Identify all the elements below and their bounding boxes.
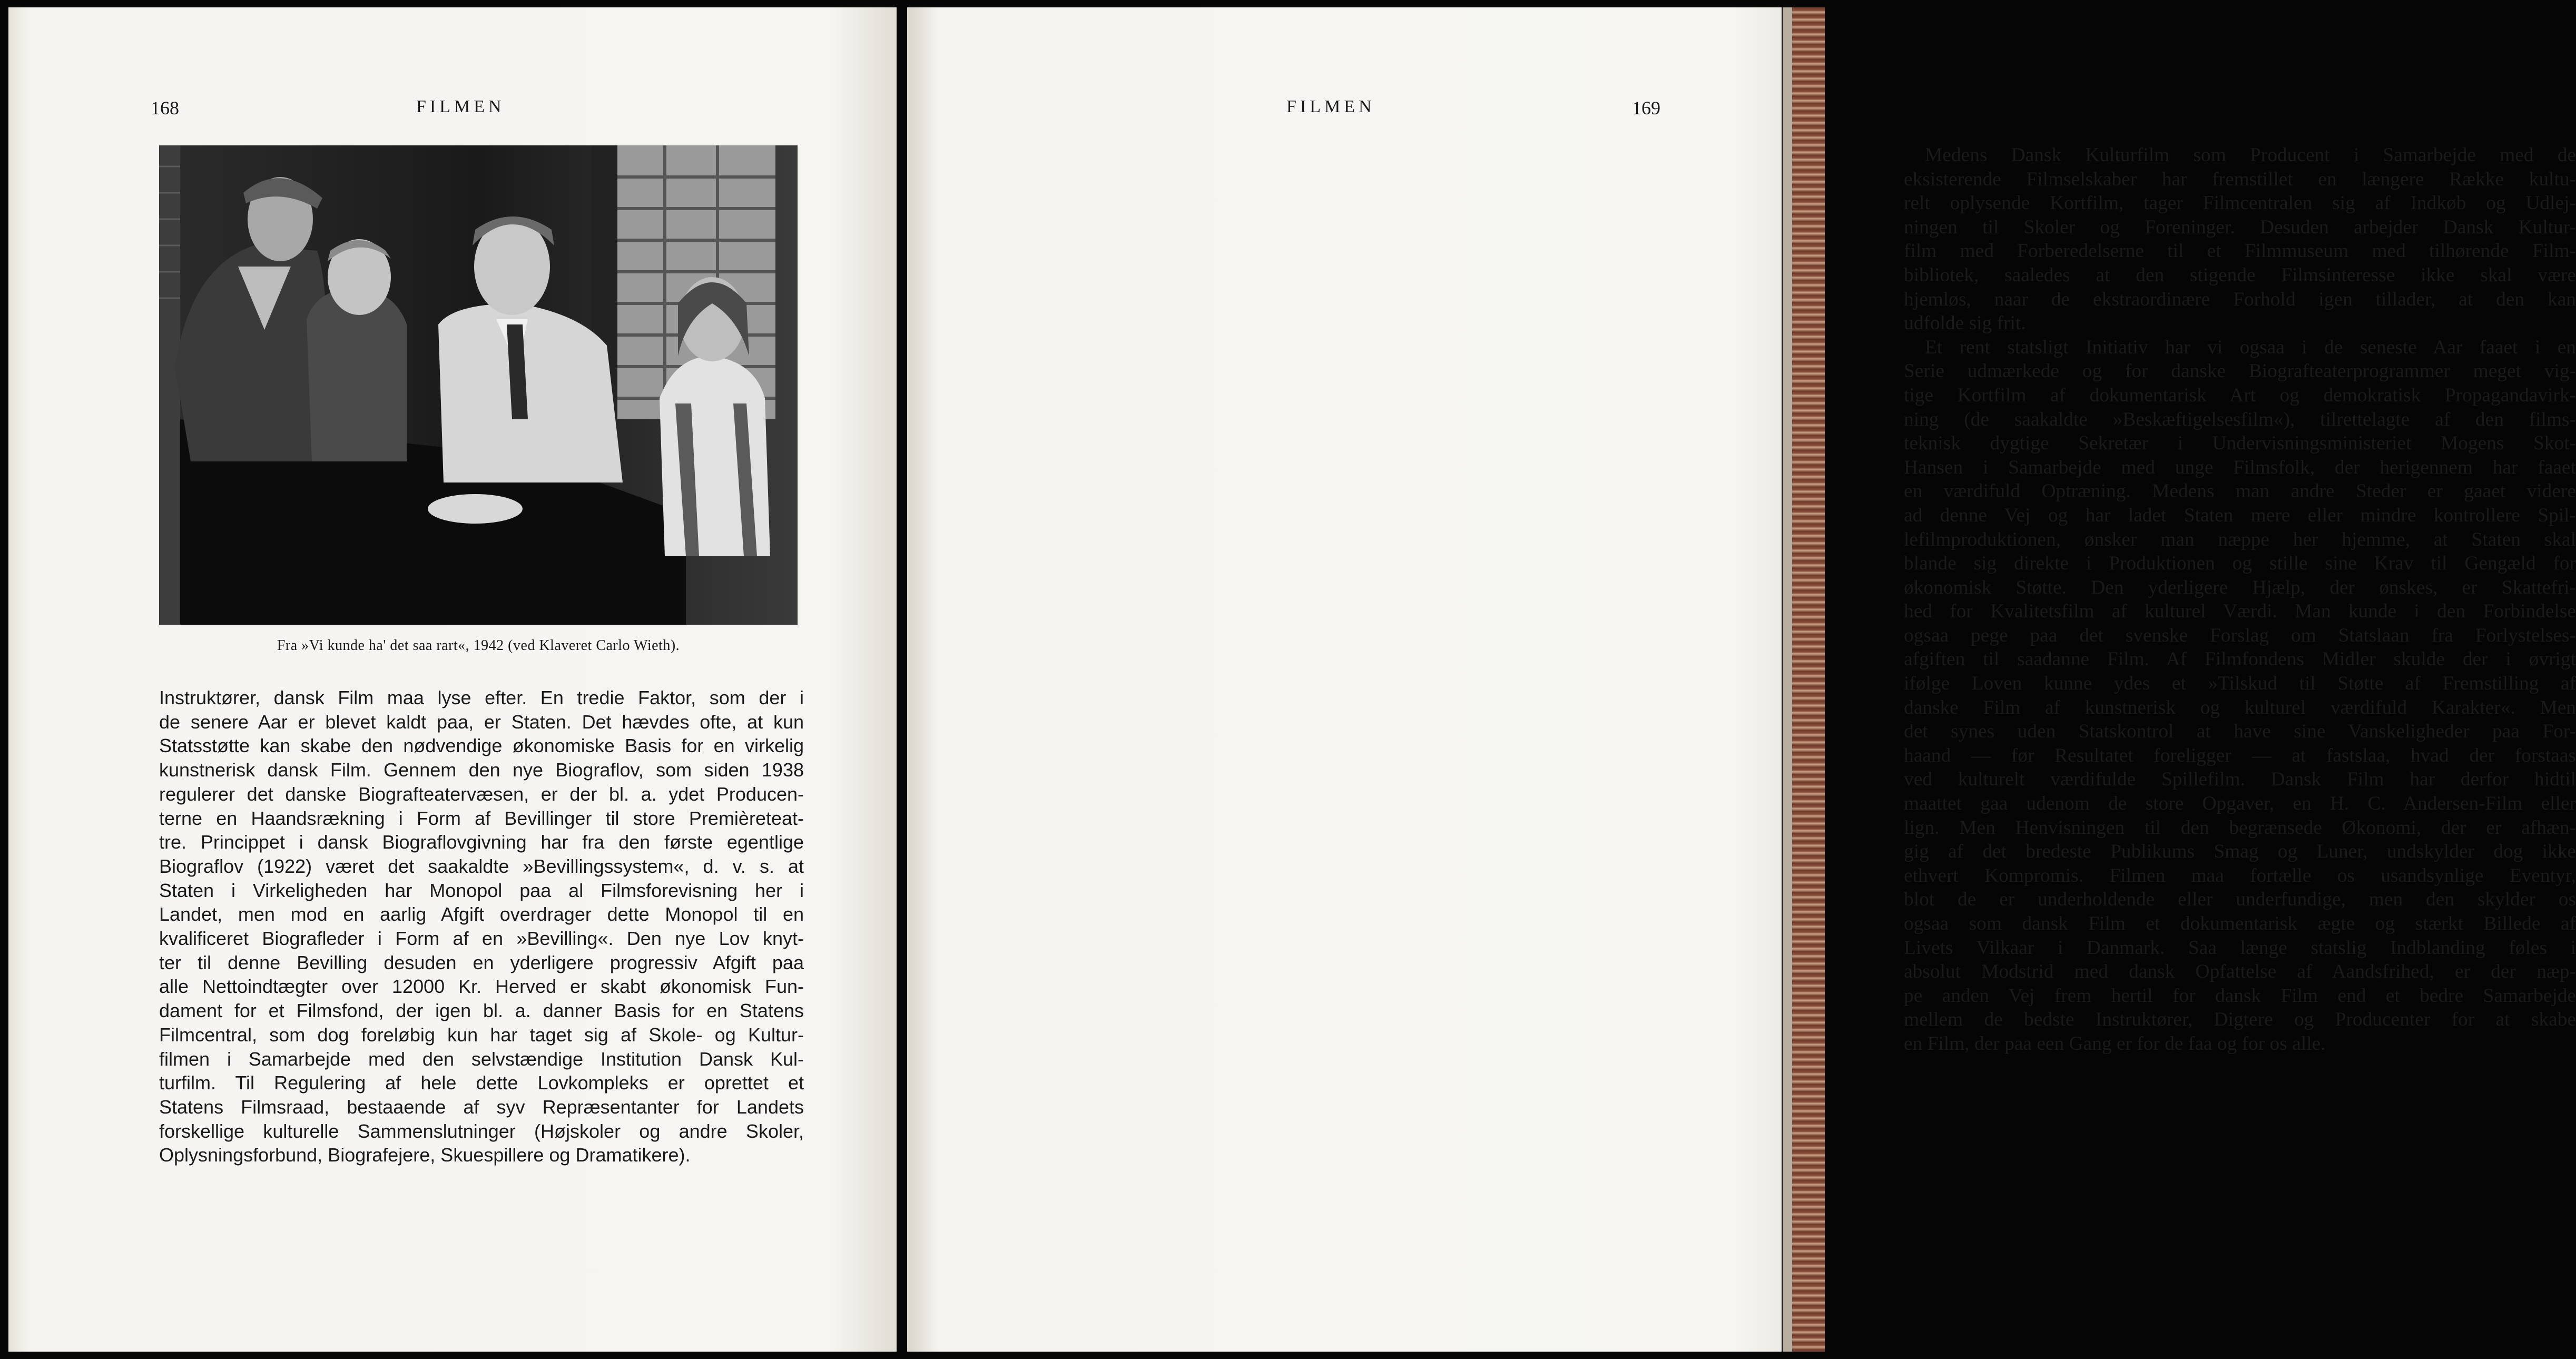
photo-caption: Fra »Vi kunde ha' det saa rart«, 1942 (ved Klaveret Carlo Wieth). xyxy=(277,637,680,654)
text-line: ogsaa pege paa det svenske Forslag om Statslaan fra Forlystelses- xyxy=(1904,624,2576,646)
text-line: ved kulturelt værdifulde Spillefilm. Dansk Film har derfor hidtil xyxy=(1904,769,2576,791)
running-head-left: FILMEN xyxy=(416,97,505,116)
text-line: tre. Princippet i dansk Biograflovgivning har fra den første egentlige xyxy=(159,831,804,853)
text-line: blot de er underholdende eller underfundige, men den skylder os xyxy=(1904,889,2576,911)
text-line: Oplysningsforbund, Biografejere, Skuespillere og Dramatikere). xyxy=(159,1144,691,1166)
text-line: Staten i Virkeligheden har Monopol paa al Filmsforevisning her i xyxy=(159,879,804,901)
text-line: ogsaa som dansk Film et dokumentarisk ægte og stærkt Billede af xyxy=(1904,913,2576,934)
text-line: film med Forberedelserne til et Filmmuseum med tilhørende Film- xyxy=(1904,240,2576,262)
right-body-text xyxy=(1904,143,2576,1056)
text-line: ethvert Kompromis. Filmen maa fortælle os usandsynlige Eventyr, xyxy=(1904,864,2576,887)
text-line: afgiften til saadanne Film. Af Filmfondens Midler skulde der i øvrigt xyxy=(1904,648,2576,671)
film-still-photo xyxy=(159,145,798,625)
text-line: haand — før Resultatet foreligger — at fastslaa, hvad der forstaas xyxy=(1904,744,2576,766)
left-body-text xyxy=(159,686,804,1167)
text-line: regulerer det danske Biografteatervæsen, er der bl. a. ydet Producen- xyxy=(159,783,804,805)
text-line: Statens Filmsraad, bestaaende af syv Repræsentanter for Landets xyxy=(159,1096,804,1118)
running-head-right: FILMEN xyxy=(1286,97,1375,116)
text-line: Et rent statsligt Initiativ har vi ogsaa i de seneste Aar faaet i en xyxy=(1925,336,2576,358)
text-line: Serie udmærkede og for danske Biografteaterprogrammer meget vig- xyxy=(1904,360,2576,382)
text-line: filmen i Samarbejde med den selvstændige Institution Dansk Kul- xyxy=(159,1048,804,1070)
text-line: Hansen i Samarbejde med unge Filmsfolk, der herigennem har faaet xyxy=(1904,456,2576,478)
text-line: ter til denne Bevilling desuden en yderligere progressiv Afgift paa xyxy=(159,951,804,973)
text-line: Biograflov (1922) været det saakaldte »Bevillingssystem«, d. v. s. at xyxy=(159,855,804,877)
text-line: ifølge Loven kunne ydes et »Tilskud til Støtte af Fremstilling af xyxy=(1904,673,2576,695)
text-line: dament for et Filmsfond, der igen bl. a. danner Basis for en Statens xyxy=(159,1000,804,1022)
text-line: ad denne Vej og har ladet Staten mere eller mindre kontrollere Spil- xyxy=(1904,504,2576,526)
text-line: absolut Modstrid med dansk Opfattelse af Aandsfrihed, er der næp- xyxy=(1904,961,2576,983)
text-line: maattet gaa udenom de store Opgaver, en H. C. Andersen-Film eller xyxy=(1904,793,2576,815)
right-page xyxy=(907,7,2576,1352)
text-line: relt oplysende Kortfilm, tager Filmcentralen sig af Indkøb og Udlej- xyxy=(1904,192,2576,214)
text-line: turfilm. Til Regulering af hele dette Lovkompleks er oprettet et xyxy=(159,1072,804,1094)
text-line: Medens Dansk Kulturfilm som Producent i Samarbejde med de xyxy=(1925,144,2576,166)
text-line: de senere Aar er blevet kaldt paa, er Staten. Det hævdes ofte, at kun xyxy=(159,711,804,733)
text-line: Livets Vilkaar i Danmark. Saa længe statslig Indblanding føles i xyxy=(1904,937,2576,959)
text-line: lefilmproduktionen, ønsker man næppe her hjemme, at Staten skal xyxy=(1904,528,2576,550)
text-line: Statsstøtte kan skabe den nødvendige økonomiske Basis for en virkelig xyxy=(159,735,804,757)
text-line: terne en Haandsrækning i Form af Bevillinger til store Premièreteat- xyxy=(159,807,804,829)
text-line: danske Film af kunstnerisk og kulturel værdifuld Karakter«. Men xyxy=(1904,696,2576,718)
book-page-edges xyxy=(1783,7,1825,1352)
text-line: teknisk dygtige Sekretær i Undervisningsministeriet Mogens Skot- xyxy=(1904,432,2576,455)
text-line: hed for Kvalitetsfilm af kulturel Værdi. Man kunde i den Forbindelse xyxy=(1904,600,2576,623)
text-line: kvalificeret Biografleder i Form af en »Bevilling«. Den nye Lov knyt- xyxy=(159,928,804,950)
text-line: gig af det bredeste Publikums Smag og Luner, undskylder dog ikke xyxy=(1904,841,2576,863)
text-line: forskellige kulturelle Sammenslutninger (Højskoler og andre Skoler, xyxy=(159,1120,804,1142)
text-line: eksisterende Filmselskaber har fremstillet en længere Række kultu- xyxy=(1904,168,2576,190)
text-line: hjemløs, naar de ekstraordinære Forhold igen tillader, at den kan xyxy=(1904,288,2576,310)
text-line: tige Kortfilm af dokumentarisk Art og demokratisk Propagandavirk- xyxy=(1904,384,2576,406)
text-line: udfolde sig frit. xyxy=(1904,312,2026,334)
text-line: en værdifuld Optræning. Medens man andre Steder er gaaet videre xyxy=(1904,480,2576,503)
page-number-left: 168 xyxy=(151,97,179,119)
text-line: en Film, der paa een Gang er for de faa og for os alle. xyxy=(1904,1032,2326,1055)
text-line: ning (de saakaldte »Beskæftigelsesfilm«), tilrettelagte af den films- xyxy=(1904,408,2576,430)
text-line: Filmcentral, som dog foreløbig kun har taget sig af Skole- og Kultur- xyxy=(159,1023,804,1046)
text-line: kunstnerisk dansk Film. Gennem den nye Biograflov, som siden 1938 xyxy=(159,759,804,781)
left-page xyxy=(8,7,897,1352)
text-line: lign. Men Henvisningen til den begrænsede Økonomi, der er afhæn- xyxy=(1904,816,2576,839)
text-line: alle Nettoindtægter over 12000 Kr. Herved er skabt økonomisk Fun- xyxy=(159,976,804,998)
page-number-right: 169 xyxy=(1632,97,1660,119)
text-line: blande sig direkte i Produktionen og stille sine Krav til Gengæld for xyxy=(1904,553,2576,575)
text-line: det synes uden Statskontrol at have sine Vanskeligheder paa For- xyxy=(1904,721,2576,743)
text-line: pe anden Vej frem hertil for dansk Film end et bedre Samarbejde xyxy=(1904,984,2576,1007)
text-line: ningen til Skoler og Foreninger. Desuden arbejder Dansk Kultur- xyxy=(1904,216,2576,238)
text-line: økonomisk Støtte. Den yderligere Hjælp, der ønskes, er Skattefri- xyxy=(1904,576,2576,598)
text-line: Landet, men mod en aarlig Afgift overdrager dette Monopol til en xyxy=(159,903,804,925)
text-line: Instruktører, dansk Film maa lyse efter. En tredie Faktor, som der i xyxy=(159,687,804,708)
text-line: bibliotek, saaledes at den stigende Filmsinteresse ikke skal være xyxy=(1904,264,2576,286)
text-line: mellem de bedste Instruktører, Digtere og Producenter for at skabe xyxy=(1904,1009,2576,1031)
